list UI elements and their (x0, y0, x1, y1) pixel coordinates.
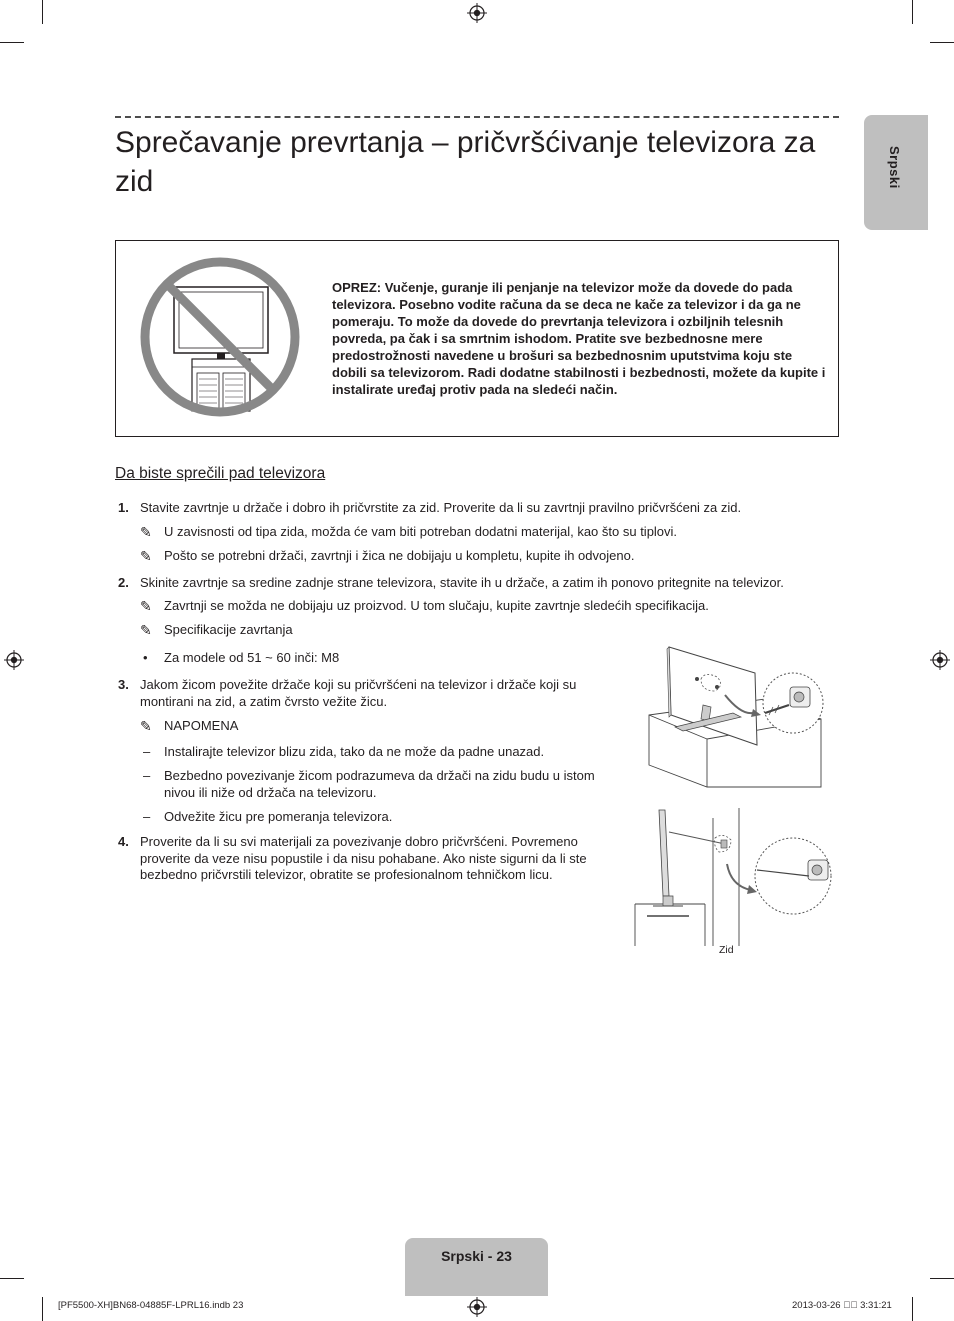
section-heading: Da biste sprečili pad televizora (115, 465, 326, 482)
note-icon: ✎ (140, 622, 152, 638)
registration-mark-icon (4, 650, 24, 670)
note-icon: ✎ (140, 548, 152, 564)
crop-mark (42, 1297, 43, 1321)
language-side-tab-label: Srpski (887, 146, 902, 189)
step-number: 4. (118, 834, 129, 849)
crop-mark (42, 0, 43, 24)
dash-marker: – (143, 768, 151, 783)
step-2-note-2: Specifikacije zavrtanja (164, 622, 293, 637)
step-3-detail-3: Odvežite žicu pre pomeranja televizora. (164, 809, 393, 824)
no-climbing-tv-icon (138, 255, 303, 420)
language-side-tab (864, 115, 928, 230)
print-slug-file: [PF5500-XH]BN68-04885F-LPRL16.indb 23 (58, 1300, 244, 1311)
note-icon: ✎ (140, 718, 152, 734)
registration-mark-icon (467, 3, 487, 23)
print-slug-date: 2013-03-26 ￿￿ 3:31:21 (792, 1300, 892, 1311)
step-1-note-1: U zavisnosti od tipa zida, možda će vam biti potreban dodatni materijal, kao što su tiplovi. (164, 524, 678, 539)
crop-mark (930, 1278, 954, 1279)
step-4-text: Proverite da li su svi materijali za povezivanje dobro pričvršćeni. Povremeno proverite da veze nisu popustile i da nisu pohabane. Ako niste sigurni da li ste bezbedno pričvrstili televizor, obratite se profesionalnom tehničkom licu. (140, 834, 587, 882)
dash-marker: – (143, 744, 151, 759)
crop-mark (0, 1278, 24, 1279)
step-number: 3. (118, 677, 129, 692)
step-1-note-2: Pošto se potrebni držači, zavrtnji i žica ne dobijaju u kompletu, kupite ih odvojeno. (164, 548, 635, 563)
bullet: • (143, 650, 148, 665)
registration-mark-icon (930, 650, 950, 670)
dash-marker: – (143, 809, 151, 824)
figure-label: Zid (719, 944, 734, 956)
page-title: Sprečavanje prevrtanja – pričvršćivanje televizora za zid (115, 126, 816, 198)
crop-mark (0, 42, 24, 43)
step-3-detail-2: Bezbedno povezivanje žicom podrazumeva da držači na zidu budu u istom nivou ili niže od držača na televizoru. (164, 768, 595, 800)
step-3-text: Jakom žicom povežite držače koji su pričvršćeni na televizor i držače koji su montirani na zid, a zatim čvrsto vežite žicu. (140, 677, 577, 709)
caution-text: OPREZ: Vučenje, guranje ili penjanje na televizor može da dovede do pada televizora. Posebno vodite računa da se deca ne kače za televizor i da ga ne pomeraju. To može da dovede do prevrtanja televizora i ozbiljnih telesnih povreda, pa čak i sa smrtnim ishodom. Pratite sve bezbednosne mere predostrožnosti navedene u brošuri sa bezbednosnim uputstvima koju ste dobili sa televizorom. Radi dodatne stabilnosti i bezbednosti, možete da kupite i instalirate uređaj protiv pada na sledeći način. (332, 280, 826, 397)
step-2-spec: Za modele od 51 ~ 60 inči: M8 (164, 650, 340, 665)
crop-mark (912, 1297, 913, 1321)
note-icon: ✎ (140, 598, 152, 614)
caution-box (115, 240, 839, 437)
crop-mark (930, 42, 954, 43)
step-number: 2. (118, 575, 129, 590)
page-number: Srpski - 23 (441, 1248, 512, 1264)
tv-stand-bracket-illustration (645, 643, 825, 793)
step-number: 1. (118, 500, 129, 515)
crop-mark (912, 0, 913, 24)
tv-wall-tie-illustration (633, 808, 838, 948)
step-2-text: Skinite zavrtnje sa sredine zadnje strane televizora, stavite ih u držače, a zatim ih ponovo pritegnite na televizor. (140, 575, 784, 590)
step-3-detail-1: Instalirajte televizor blizu zida, tako da ne može da padne unazad. (164, 744, 545, 759)
step-1-text: Stavite zavrtnje u držače i dobro ih pričvrstite za zid. Proverite da li su zavrtnji pravilno pričvršćeni za zid. (140, 500, 742, 515)
registration-mark-icon (467, 1297, 487, 1317)
page-number-tab (405, 1238, 548, 1296)
title-divider (115, 116, 839, 118)
step-3-note-label: NAPOMENA (164, 718, 239, 733)
note-icon: ✎ (140, 524, 152, 540)
step-2-note-1: Zavrtnji se možda ne dobijaju uz proizvod. U tom slučaju, kupite zavrtnje sledećih specifikacija. (164, 598, 709, 613)
